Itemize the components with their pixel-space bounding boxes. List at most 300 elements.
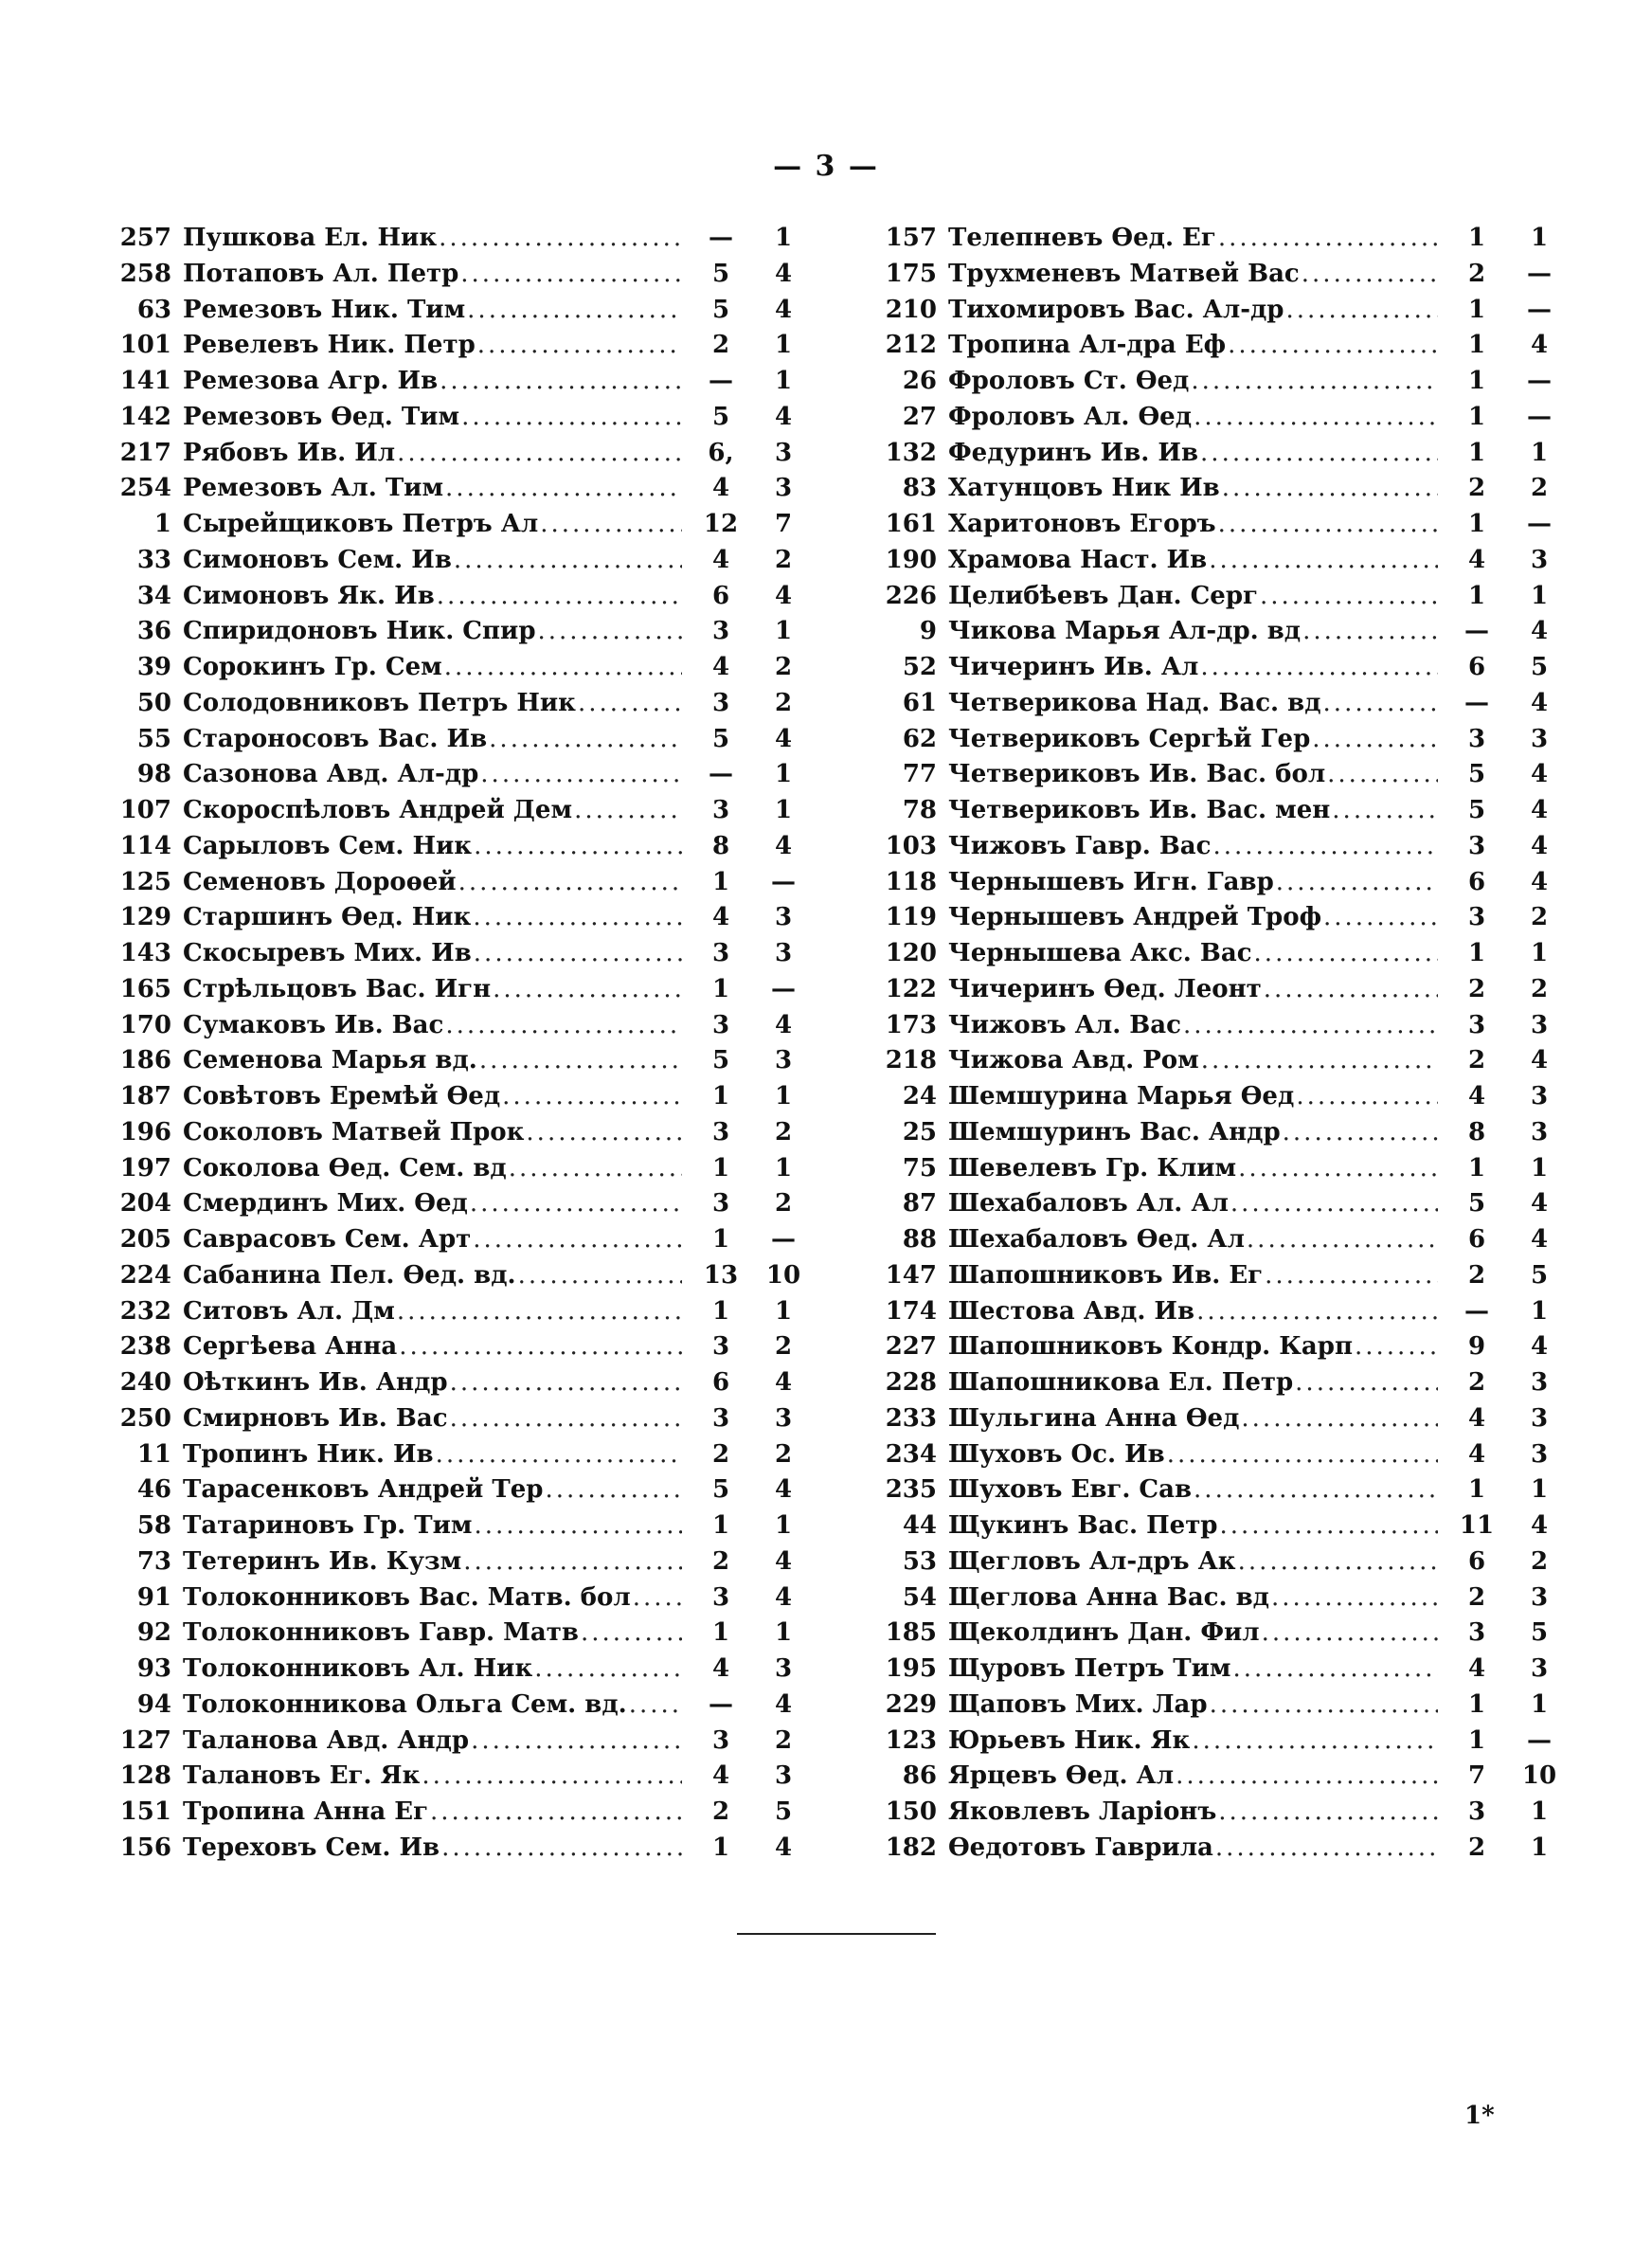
entry-name-cell <box>948 1186 1438 1220</box>
count-second: 3 <box>774 438 793 467</box>
dot-leader <box>467 293 682 327</box>
entry-name-cell <box>948 900 1438 934</box>
entry-number: 44 <box>902 1511 937 1540</box>
entry-name: Рябовъ Ив. Ил <box>183 438 396 467</box>
entry-number: 205 <box>119 1225 171 1254</box>
entry-name-cell <box>948 471 1438 505</box>
list-item <box>855 1759 1571 1793</box>
entry-name: Телепневъ Өед. Ег <box>948 224 1216 252</box>
count-second: 4 <box>1530 867 1549 896</box>
list-item <box>855 1186 1571 1220</box>
count-second: 3 <box>774 1046 793 1075</box>
list-item <box>90 1365 815 1399</box>
dot-leader <box>1238 1151 1438 1185</box>
entry-name: Шевелевъ Гр. Клим <box>948 1153 1237 1183</box>
dot-leader <box>471 1724 682 1758</box>
dot-leader <box>1167 1437 1438 1472</box>
entry-number: 233 <box>885 1403 937 1433</box>
entry-number: 77 <box>902 760 937 789</box>
count-second: 3 <box>1530 1403 1549 1433</box>
count-first: 6 <box>1467 1225 1486 1254</box>
count-first: 5 <box>1467 760 1486 789</box>
count-first: 2 <box>1467 1260 1486 1290</box>
entry-name-cell <box>948 757 1438 791</box>
entry-number: 218 <box>885 1046 937 1075</box>
entry-name-cell <box>948 1831 1438 1865</box>
dot-leader <box>422 1759 682 1793</box>
dot-leader <box>460 257 682 291</box>
entry-name-cell <box>183 900 682 934</box>
entry-name-cell <box>183 972 682 1006</box>
count-first: 2 <box>711 1797 730 1826</box>
list-item <box>90 1616 815 1650</box>
entry-number: 156 <box>119 1833 171 1862</box>
right-column <box>855 221 1571 1865</box>
entry-name-cell <box>183 1151 682 1185</box>
list-item <box>90 1115 815 1149</box>
entry-name: Ремезовъ Өед. Тим <box>183 402 460 431</box>
entry-name: Шапошниковъ Ив. Ег <box>948 1260 1264 1290</box>
list-item <box>855 936 1571 970</box>
entry-number: 1 <box>153 510 171 538</box>
count-second: 1 <box>1530 1475 1549 1505</box>
entry-name: Саврасовъ Сем. Арт <box>183 1225 472 1254</box>
entry-name: Таланова Авд. Андр <box>183 1725 470 1755</box>
count-second: 3 <box>1530 724 1549 753</box>
count-first: 3 <box>1467 1618 1486 1648</box>
list-item <box>855 1795 1571 1829</box>
count-second: 1 <box>774 617 793 646</box>
dot-leader <box>1302 614 1438 648</box>
entry-name: Щегловъ Ал-дръ Ак <box>948 1546 1236 1576</box>
list-item <box>90 865 815 899</box>
entry-number: 196 <box>119 1117 171 1147</box>
list-item <box>90 1008 815 1042</box>
list-item <box>90 1508 815 1543</box>
entry-name: Сарыловъ Сем. Ник <box>183 831 473 860</box>
list-item <box>90 1472 815 1507</box>
count-second: 5 <box>1530 653 1549 681</box>
list-item <box>855 1508 1571 1543</box>
entry-name-cell <box>948 1580 1438 1615</box>
entry-name-cell <box>948 364 1438 398</box>
list-item <box>90 757 815 791</box>
entry-name: Фроловъ Ал. Өед <box>948 402 1193 431</box>
entry-number: 141 <box>119 367 171 395</box>
list-item <box>855 1652 1571 1686</box>
entry-name: Сабанина Пел. Өед. вд. <box>183 1260 516 1290</box>
count-first: 6 <box>711 581 730 610</box>
list-item <box>90 293 815 327</box>
entry-name: Соколова Өед. Сем. вд <box>183 1153 507 1183</box>
count-second: 4 <box>1530 831 1549 860</box>
entry-number: 235 <box>885 1475 937 1505</box>
count-first: — <box>1464 688 1489 717</box>
dot-leader <box>1191 364 1438 398</box>
entry-number: 52 <box>902 653 937 681</box>
count-second: 5 <box>774 1797 793 1826</box>
count-second: 3 <box>1530 545 1549 574</box>
entry-name: Шульгина Анна Өед <box>948 1403 1240 1433</box>
entry-number: 55 <box>136 724 171 753</box>
count-first: 1 <box>1467 438 1486 467</box>
entry-number: 173 <box>885 1010 937 1039</box>
count-second: 4 <box>1530 1511 1549 1540</box>
dot-leader <box>534 1652 682 1686</box>
entry-name-cell <box>948 1329 1438 1363</box>
entry-number: 210 <box>885 295 937 324</box>
count-first: 3 <box>711 1403 730 1433</box>
entry-name-cell <box>948 1258 1438 1292</box>
list-item <box>90 221 815 255</box>
count-second: 1 <box>1530 1689 1549 1719</box>
entry-name-cell <box>183 471 682 505</box>
count-second: 4 <box>774 1546 793 1576</box>
count-first: 1 <box>1467 402 1486 431</box>
count-first: 3 <box>1467 831 1486 860</box>
count-first: 3 <box>711 1582 730 1612</box>
entry-name-cell <box>183 293 682 327</box>
entry-number: 185 <box>885 1618 937 1648</box>
count-second: 3 <box>1530 1654 1549 1683</box>
list-item <box>90 829 815 863</box>
count-first: — <box>709 760 733 789</box>
entry-number: 187 <box>119 1082 171 1110</box>
dot-leader <box>1254 936 1438 970</box>
entry-name-cell <box>183 614 682 648</box>
dot-leader <box>1218 1795 1438 1829</box>
entry-number: 142 <box>119 402 171 431</box>
entry-number: 114 <box>119 831 171 860</box>
entry-name: Спиридоновъ Ник. Спир <box>183 617 536 646</box>
dot-leader <box>1194 1472 1438 1507</box>
entry-number: 34 <box>136 581 171 610</box>
dot-leader <box>1283 1115 1438 1149</box>
dot-leader <box>581 1616 682 1650</box>
dot-leader <box>439 221 682 255</box>
list-item <box>855 1437 1571 1472</box>
list-item <box>855 1115 1571 1149</box>
entry-name-cell <box>948 1759 1438 1793</box>
count-second: 4 <box>1530 1189 1549 1219</box>
dot-leader <box>1265 1258 1438 1292</box>
count-first: 4 <box>1467 1403 1486 1433</box>
entry-number: 122 <box>885 974 937 1003</box>
count-second: — <box>1527 1725 1552 1755</box>
entry-number: 197 <box>119 1153 171 1183</box>
entry-name-cell <box>183 400 682 434</box>
list-item <box>855 1258 1571 1292</box>
entry-number: 83 <box>902 474 937 503</box>
list-item <box>90 722 815 756</box>
entry-name-cell <box>183 1580 682 1615</box>
count-second: 1 <box>774 367 793 395</box>
dot-leader <box>1232 1652 1438 1686</box>
dot-leader <box>470 1186 682 1220</box>
dot-leader <box>1210 1688 1438 1722</box>
entry-name: Чичеринъ Ив. Ал <box>948 653 1199 681</box>
entry-name-cell <box>948 1795 1438 1829</box>
count-first: 1 <box>711 1082 730 1110</box>
entry-name-cell <box>948 972 1438 1006</box>
count-second: 1 <box>1530 1296 1549 1326</box>
entry-number: 39 <box>136 653 171 681</box>
entry-number: 86 <box>902 1761 937 1791</box>
entry-name-cell <box>183 1365 682 1399</box>
count-first: 6 <box>1467 1546 1486 1576</box>
dot-leader <box>1276 865 1438 899</box>
count-first: 11 <box>1459 1511 1495 1540</box>
dot-leader <box>1192 1724 1438 1758</box>
count-first: 4 <box>711 1654 730 1683</box>
count-second: 1 <box>774 331 793 360</box>
entry-name-cell <box>948 1688 1438 1722</box>
entry-name: Оѣткинъ Ив. Андр <box>183 1368 448 1397</box>
list-item <box>855 364 1571 398</box>
count-second: 4 <box>1530 1046 1549 1075</box>
count-first: 13 <box>703 1260 739 1290</box>
entry-number: 107 <box>119 796 171 824</box>
entry-name-cell <box>183 1508 682 1543</box>
entry-number: 128 <box>119 1761 171 1791</box>
entry-name-cell <box>948 1294 1438 1328</box>
entry-name-cell <box>948 829 1438 863</box>
entry-name: Чичеринъ Өед. Леонт <box>948 974 1262 1003</box>
dot-leader <box>509 1151 682 1185</box>
entry-name: Ярцевъ Өед. Ал <box>948 1761 1175 1791</box>
entry-name: Сырейщиковъ Петръ Ал <box>183 510 539 538</box>
entry-name: Ремезова Агр. Ив <box>183 367 439 395</box>
count-second: 3 <box>774 939 793 967</box>
dot-leader <box>502 1079 682 1113</box>
count-first: 4 <box>711 1761 730 1791</box>
count-first: 6 <box>1467 653 1486 681</box>
entry-name-cell <box>948 1079 1438 1113</box>
list-item <box>855 471 1571 505</box>
count-first: — <box>709 1689 733 1719</box>
entry-name: Чижовъ Ал. Вас <box>948 1010 1181 1039</box>
count-first: 8 <box>711 831 730 860</box>
entry-number: 150 <box>885 1797 937 1826</box>
entry-name: Толоконникова Ольга Сем. вд. <box>183 1689 627 1719</box>
count-first: 1 <box>711 1296 730 1326</box>
entry-name: Чижова Авд. Ром <box>948 1046 1199 1075</box>
count-first: — <box>709 367 733 395</box>
entry-name-cell <box>183 328 682 362</box>
count-first: 7 <box>1467 1761 1486 1791</box>
entry-name: Тропина Анна Ег <box>183 1797 428 1826</box>
count-second: — <box>1527 510 1552 538</box>
list-item <box>90 257 815 291</box>
list-item <box>855 865 1571 899</box>
dot-leader <box>1355 1329 1438 1363</box>
entry-name: Целибѣевъ Дан. Серг <box>948 581 1258 610</box>
dot-leader <box>1271 1580 1438 1615</box>
count-second: 4 <box>774 831 793 860</box>
count-first: 1 <box>1467 1475 1486 1505</box>
count-first: 3 <box>1467 724 1486 753</box>
count-second: 2 <box>774 1725 793 1755</box>
list-item <box>90 579 815 613</box>
entry-name-cell <box>948 1401 1438 1435</box>
entry-name-cell <box>183 1688 682 1722</box>
entry-name: Щеколдинъ Дан. Фил <box>948 1618 1260 1648</box>
left-column <box>90 221 815 1865</box>
dot-leader <box>474 936 682 970</box>
entry-name-cell <box>948 1472 1438 1507</box>
entry-number: 240 <box>119 1368 171 1397</box>
entry-name: Яковлевъ Ларіонъ <box>948 1797 1217 1826</box>
count-first: 5 <box>711 259 730 288</box>
entry-number: 127 <box>119 1725 171 1755</box>
entry-name-cell <box>183 1008 682 1042</box>
list-item <box>90 900 815 934</box>
entry-name-cell <box>948 793 1438 827</box>
entry-name: Тетеринъ Ив. Кузм <box>183 1546 462 1576</box>
list-item <box>855 722 1571 756</box>
entry-name: Скосыревъ Мих. Ив <box>183 939 472 967</box>
dot-leader <box>1238 1544 1438 1579</box>
list-item <box>90 1043 815 1077</box>
count-first: 6 <box>711 1368 730 1397</box>
count-first: 5 <box>711 402 730 431</box>
count-second: 1 <box>774 796 793 824</box>
dot-leader <box>1218 507 1438 541</box>
count-second: 1 <box>1530 1797 1549 1826</box>
list-item <box>855 793 1571 827</box>
entry-name-cell <box>948 1508 1438 1543</box>
count-first: 2 <box>1467 1582 1486 1612</box>
entry-name: Хатунцовъ Ник Ив <box>948 474 1220 503</box>
dot-leader <box>633 1580 682 1615</box>
count-first: 4 <box>711 903 730 932</box>
entry-name-cell <box>183 1043 682 1077</box>
entry-name-cell <box>948 1151 1438 1185</box>
entry-name-cell <box>183 579 682 613</box>
entry-name-cell <box>183 865 682 899</box>
list-item <box>855 1222 1571 1256</box>
list-item <box>90 1759 815 1793</box>
entry-number: 54 <box>902 1582 937 1612</box>
entry-number: 73 <box>136 1546 171 1576</box>
dot-leader <box>629 1688 682 1722</box>
entry-name-cell <box>948 1544 1438 1579</box>
entry-number: 129 <box>119 903 171 932</box>
list-item <box>90 972 815 1006</box>
dot-leader <box>578 686 682 720</box>
entry-number: 212 <box>885 331 937 360</box>
count-first: 1 <box>711 1225 730 1254</box>
entry-name: Харитоновъ Егоръ <box>948 510 1216 538</box>
count-first: 1 <box>1467 581 1486 610</box>
entry-number: 125 <box>119 867 171 896</box>
entry-number: 87 <box>902 1189 937 1219</box>
dot-leader <box>436 1437 682 1472</box>
entry-name-cell <box>948 1222 1438 1256</box>
count-first: — <box>1464 1296 1489 1326</box>
count-first: 2 <box>1467 474 1486 503</box>
entry-number: 165 <box>119 974 171 1003</box>
count-first: 1 <box>711 974 730 1003</box>
entry-number: 228 <box>885 1368 937 1397</box>
entry-name: Тарасенковъ Андрей Тер <box>183 1475 544 1505</box>
count-second: 4 <box>774 1475 793 1505</box>
count-second: 1 <box>774 1618 793 1648</box>
entry-name: Татариновъ Гр. Тим <box>183 1511 473 1540</box>
entry-number: 229 <box>885 1689 937 1719</box>
list-item <box>90 543 815 577</box>
count-first: 6 <box>1467 867 1486 896</box>
entry-number: 157 <box>885 224 937 252</box>
count-second: 4 <box>1530 1225 1549 1254</box>
dot-leader <box>473 1222 682 1256</box>
list-item <box>90 1544 815 1579</box>
count-first: 1 <box>1467 224 1486 252</box>
list-item <box>855 1724 1571 1758</box>
count-first: 2 <box>711 1546 730 1576</box>
dot-leader <box>1200 436 1438 470</box>
list-item <box>90 1580 815 1615</box>
entry-number: 226 <box>885 581 937 610</box>
count-second: 7 <box>774 510 793 538</box>
entry-name-cell <box>183 507 682 541</box>
entry-name: Сумаковъ Ив. Вас <box>183 1010 444 1039</box>
list-item <box>90 364 815 398</box>
entry-name-cell <box>948 936 1438 970</box>
list-item <box>855 1472 1571 1507</box>
count-first: 5 <box>711 724 730 753</box>
dot-leader <box>441 1831 682 1865</box>
count-second: 4 <box>1530 1332 1549 1362</box>
entry-name: Старшинъ Өед. Ник <box>183 903 472 932</box>
count-second: 1 <box>774 1511 793 1540</box>
entry-name: Скороспѣловъ Андрей Дем <box>183 796 573 824</box>
count-second: 3 <box>774 1654 793 1683</box>
count-second: — <box>1527 259 1552 288</box>
entry-name: Трухменевъ Матвей Вас <box>948 259 1300 288</box>
entry-name-cell <box>183 1759 682 1793</box>
count-second: 1 <box>1530 1153 1549 1183</box>
entry-number: 232 <box>119 1296 171 1326</box>
count-first: 1 <box>711 1618 730 1648</box>
count-second: 3 <box>1530 1582 1549 1612</box>
dot-leader <box>1196 1294 1438 1328</box>
entry-name-cell <box>183 1401 682 1435</box>
list-item <box>855 1008 1571 1042</box>
dot-leader <box>399 1329 682 1363</box>
dot-leader <box>574 793 682 827</box>
entry-number: 9 <box>919 617 937 646</box>
entry-name: Толоконниковъ Ал. Ник <box>183 1654 533 1683</box>
entry-name: Стрѣльцовъ Вас. Игн <box>183 974 492 1003</box>
entry-name: Чикова Марья Ал-др. вд <box>948 617 1302 646</box>
list-item <box>90 1795 815 1829</box>
dot-leader <box>1215 1831 1438 1865</box>
count-first: 5 <box>711 1475 730 1505</box>
count-second: 4 <box>774 1010 793 1039</box>
list-item <box>90 1724 815 1758</box>
entry-name-cell <box>948 221 1438 255</box>
list-item <box>855 1544 1571 1579</box>
list-item <box>855 1043 1571 1077</box>
dot-leader <box>445 1008 682 1042</box>
dot-leader <box>397 436 682 470</box>
list-item <box>855 900 1571 934</box>
dot-leader <box>1332 793 1438 827</box>
dot-leader <box>445 471 682 505</box>
entry-name: Щуровъ Петръ Тим <box>948 1654 1231 1683</box>
list-item <box>855 757 1571 791</box>
